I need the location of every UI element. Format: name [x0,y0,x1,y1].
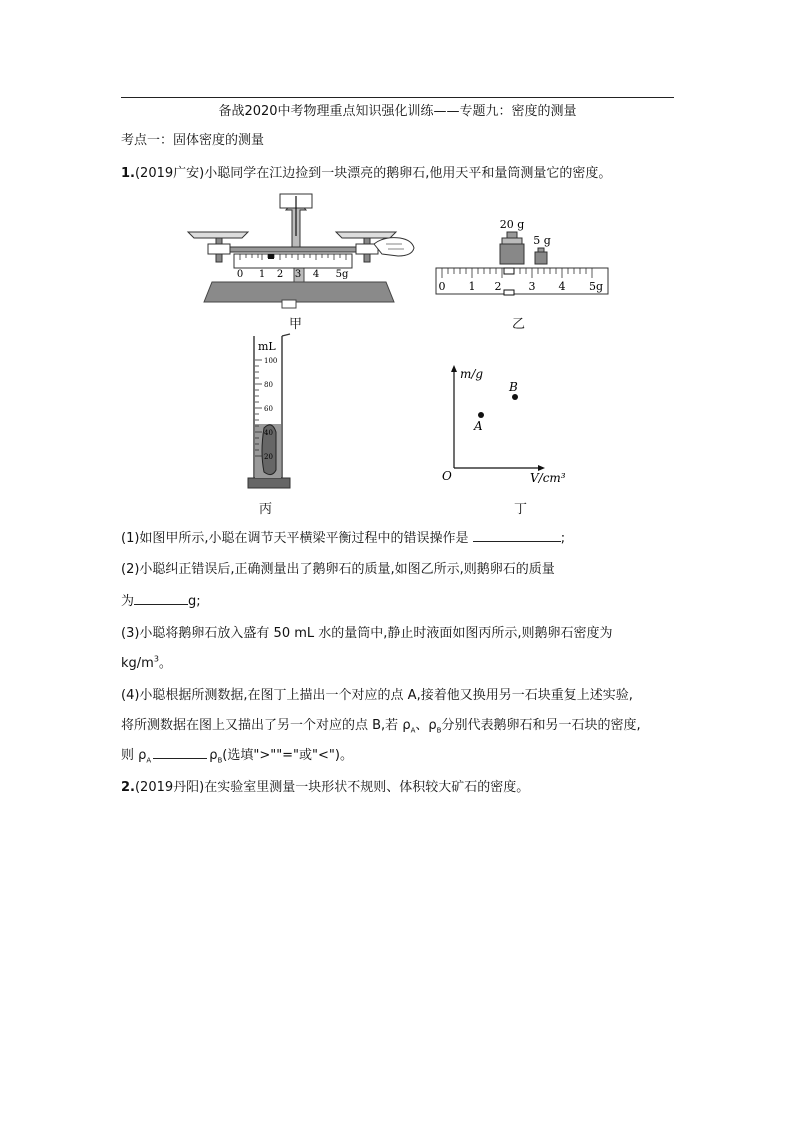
part-2-text: 为 [121,594,135,609]
ding-y-axis-label: m/g [460,367,484,381]
bing-tick-label: 60 [264,405,273,413]
question-1-number: 1. [121,166,135,181]
yi-weight-label: 5 g [533,234,551,247]
figure-yi-caption: 乙 [512,317,526,332]
question-1-part-3: (3)小聪将鹅卵石放入盛有 50 mL 水的量筒中,静止时液面如图丙所示,则鹅卵石密度为 [121,626,613,641]
rho-a-sub: A [410,726,416,735]
jia-scale-label: 1 [258,269,266,280]
question-1-stem [121,162,611,181]
question-1-part-1 [121,527,565,546]
part-2-unit: g; [188,594,201,609]
figure-jia-balance [186,192,416,310]
ding-origin-label: O [442,469,452,483]
question-2-number: 2. [121,780,135,795]
header-rule [121,97,674,98]
answer-blank-3[interactable] [153,746,207,759]
yi-scale-label: 0 [438,280,446,293]
part-3-unit-sup: 3 [153,654,159,664]
part-4-rho-b: ρ [209,748,218,763]
question-2-text: (2019丹阳)在实验室里测量一块形状不规则、体积较大矿石的密度。 [134,780,530,795]
yi-weight-label: 20 g [499,218,525,231]
bing-tick-label: 100 [264,357,278,365]
bing-tick-label: 20 [264,453,273,461]
section-title: 考点一：固体密度的测量 [121,133,265,148]
part-4-mid: 、ρ [415,718,437,733]
ding-x-axis-label: V/cm³ [530,471,566,485]
figure-yi-weights-scale [434,214,610,300]
rho-a-sub: A [146,756,152,765]
ding-point-a [478,412,484,418]
figure-jia-caption: 甲 [289,317,303,332]
bing-tick-label: 40 [264,429,273,437]
question-1-text: (2019广安)小聪同学在江边捡到一块漂亮的鹅卵石,他用天平和量筒测量它的密度。 [134,166,612,181]
figure-bing-cylinder [246,332,296,492]
part-4-end: 分别代表鹅卵石和另一石块的密度, [441,718,641,733]
part-4-rho-a: 则 ρ [121,748,147,763]
part-3-end: 。 [158,656,172,671]
yi-scale-label: 3 [528,280,536,293]
figure-bing-caption: 丙 [259,502,273,517]
yi-scale-label: 4 [558,280,566,293]
jia-scale-label: 4 [312,269,320,280]
jia-scale-label: 2 [276,269,284,280]
question-1-part-4-cont [121,714,641,735]
page-title: 备战2020中考物理重点知识强化训练——专题九：密度的测量 [218,104,577,119]
part-4-options: (选填">""="或"<")。 [222,748,353,763]
question-1-part-4-answer [121,744,353,765]
bing-unit-label: mL [258,340,276,353]
rho-b-sub: B [436,726,442,735]
answer-blank-1[interactable] [473,529,561,542]
jia-scale-label: 0 [236,269,244,280]
question-2-stem [121,776,529,795]
question-1-part-4: (4)小聪根据所测数据,在图丁上描出一个对应的点 A,接着他又换用另一石块重复上述实验, [121,688,633,703]
question-1-part-2-cont [121,590,201,609]
answer-blank-2[interactable] [134,592,188,605]
question-1-part-2: (2)小聪纠正错误后,正确测量出了鹅卵石的质量,如图乙所示,则鹅卵石的质量 [121,562,555,577]
figure-ding-caption: 丁 [514,502,528,517]
ding-point-a-label: A [474,419,483,433]
yi-scale-label: 2 [494,280,502,293]
part-1-end: ; [560,531,566,546]
part-4-text: 将所测数据在图上又描出了另一个对应的点 B,若 ρ [121,718,411,733]
figure-ding-graph [438,362,578,488]
jia-scale-label: 5g [335,269,349,280]
part-3-unit: kg/m [121,656,154,671]
ding-point-b-label: B [509,380,518,394]
yi-scale-label: 5g [588,280,604,293]
bing-tick-label: 80 [264,381,273,389]
rho-b-sub: B [217,756,223,765]
part-1-text: (1)如图甲所示,小聪在调节天平横梁平衡过程中的错误操作是 [121,531,469,546]
question-1-part-3-cont [121,652,172,671]
jia-scale-label: 3 [294,269,302,280]
ding-point-b [512,394,518,400]
yi-scale-label: 1 [468,280,476,293]
